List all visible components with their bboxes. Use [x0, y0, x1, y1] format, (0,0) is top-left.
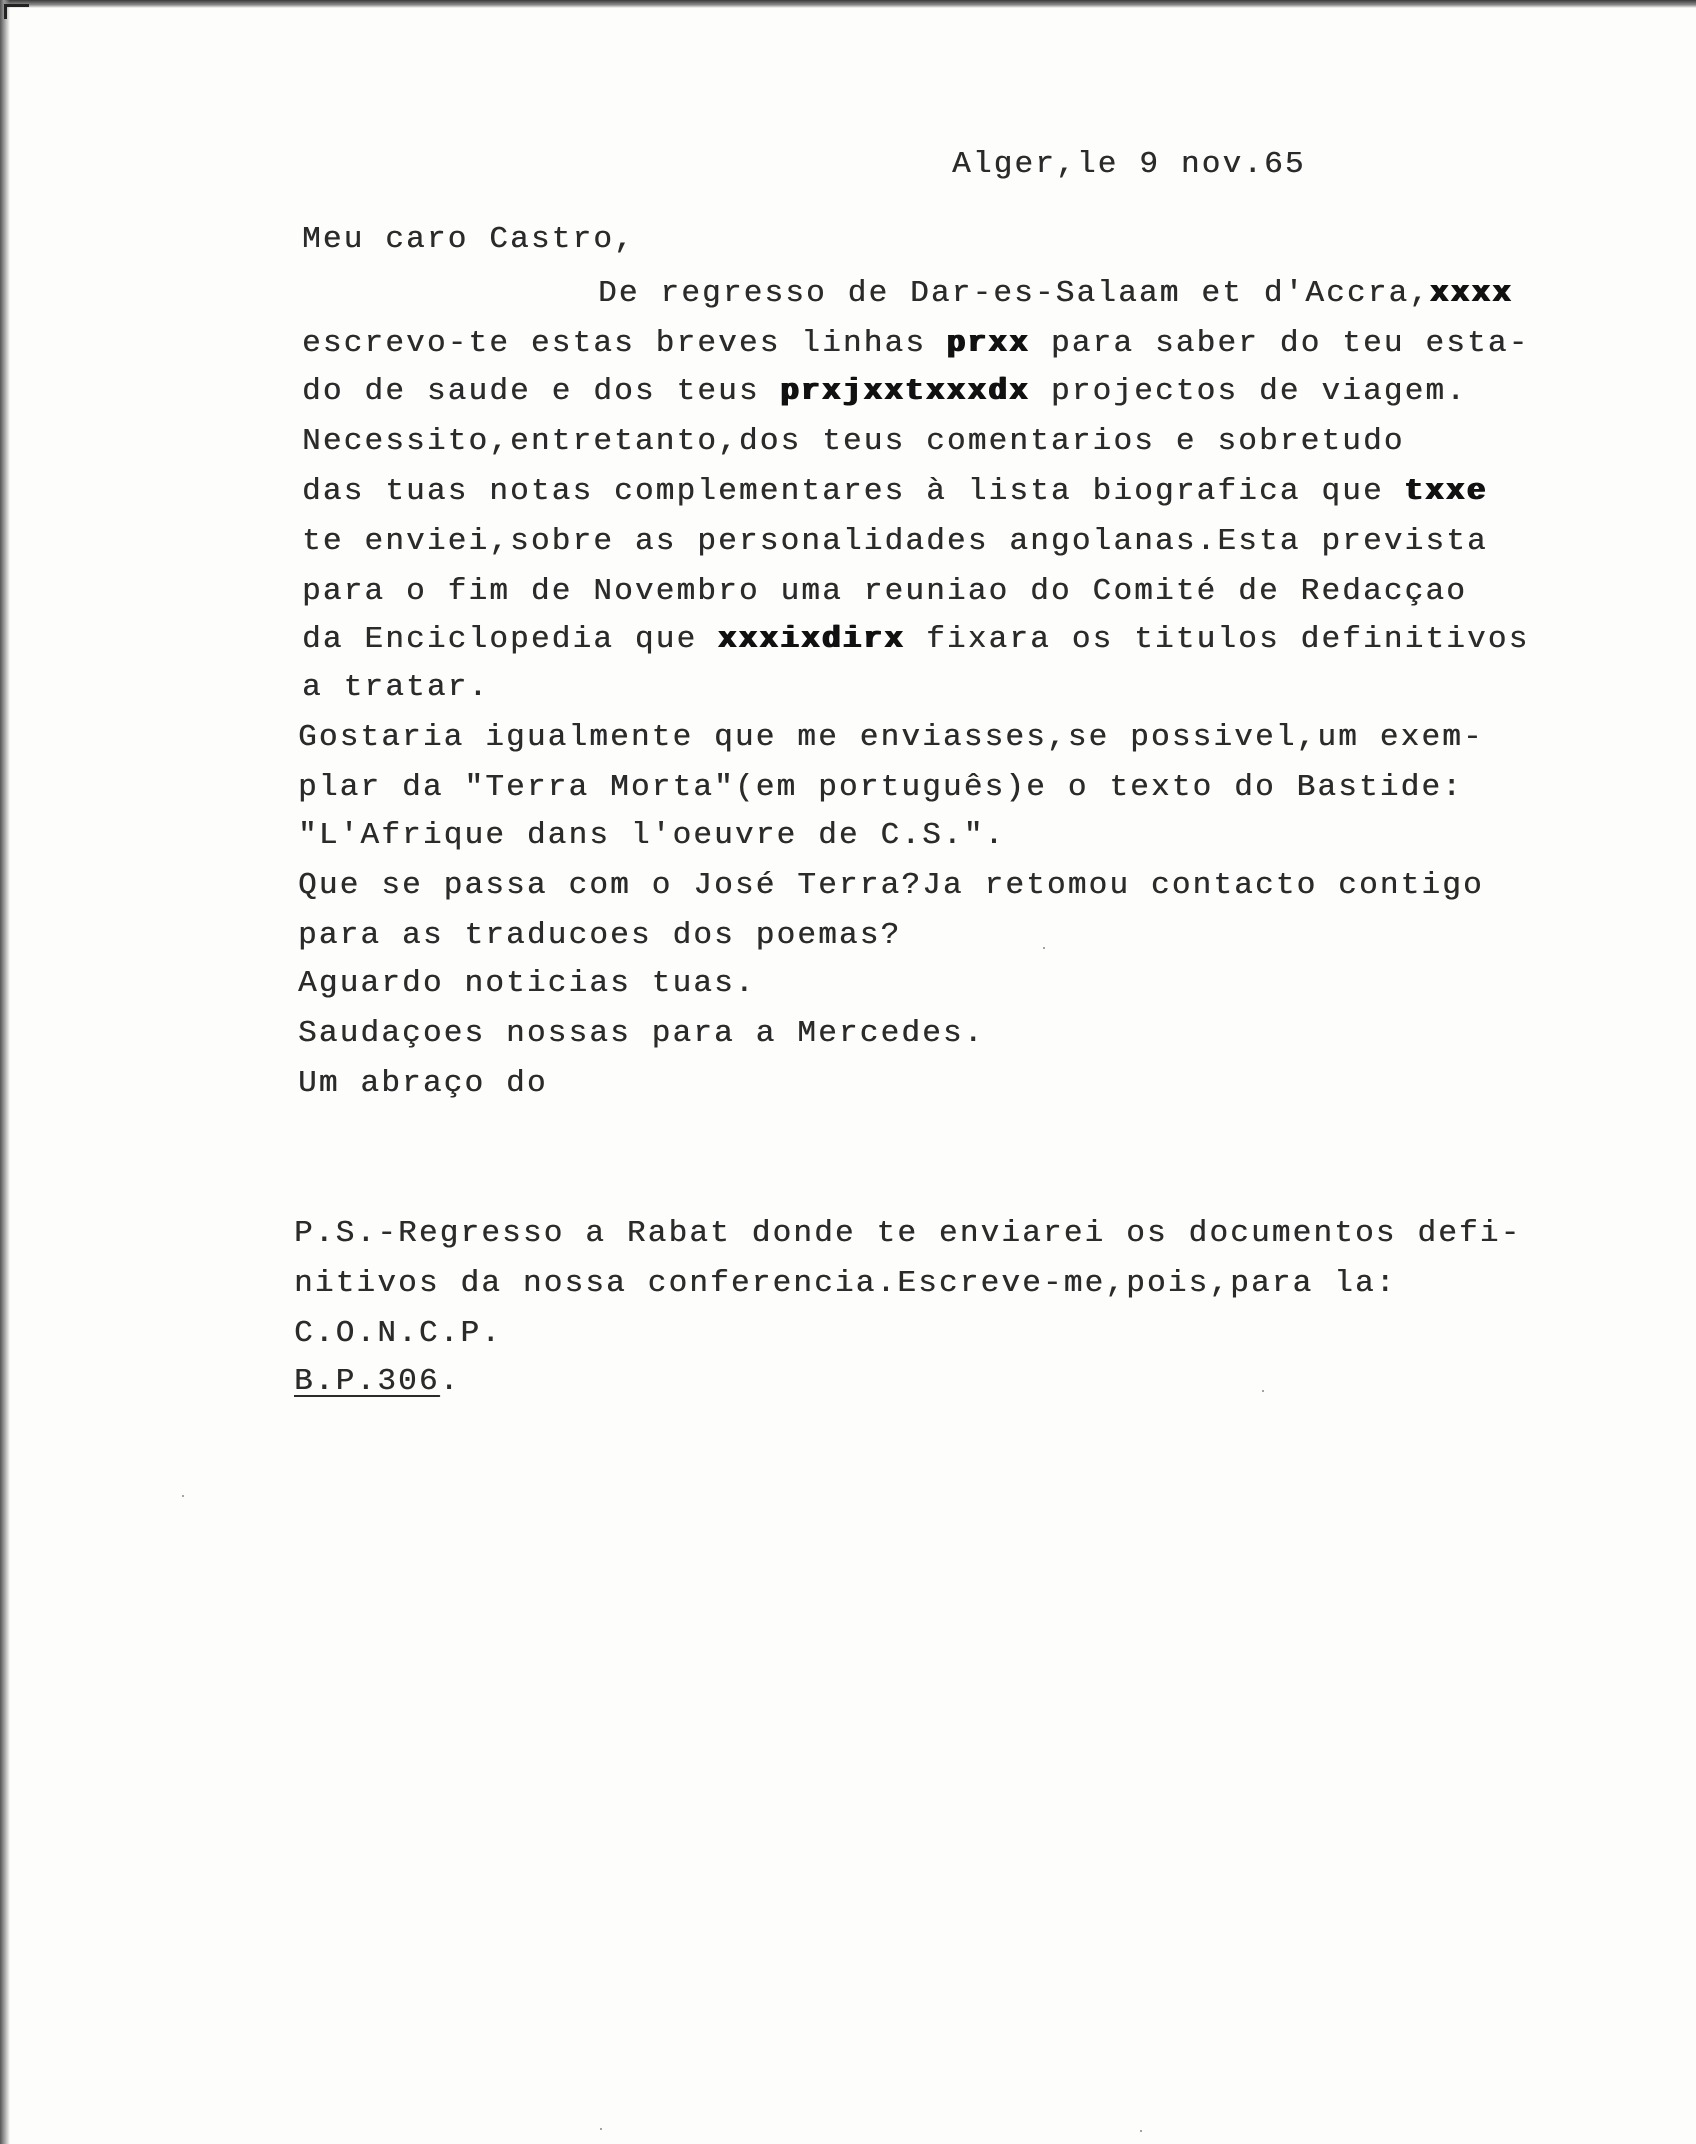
body-line: te enviei,sobre as personalidades angolanas.Esta prevista: [302, 524, 1488, 559]
body-line: para as traducoes dos poemas?: [298, 918, 902, 953]
postal-box-line: B.P.306.: [294, 1364, 461, 1399]
postscript-line: nitivos da nossa conferencia.Escreve-me,pois,para la:: [294, 1266, 1397, 1301]
body-line: para o fim de Novembro uma reuniao do Comité de Redacçao: [302, 574, 1467, 609]
body-line: da Enciclopedia que xxxixdirx fixara os titulos definitivos: [302, 622, 1530, 657]
body-line: Aguardo noticias tuas.: [298, 966, 756, 1001]
postscript-line: C.O.N.C.P.: [294, 1316, 503, 1351]
closing-line: Um abraço do: [298, 1066, 548, 1101]
scan-speck: [600, 2128, 602, 2130]
body-line: do de saude e dos teus prxjxxtxxxdx projectos de viagem.: [302, 374, 1467, 409]
body-line: Necessito,entretanto,dos teus comentarios e sobretudo: [302, 424, 1405, 459]
scan-speck: [1262, 1390, 1264, 1392]
scan-speck: [182, 1495, 184, 1497]
body-line: das tuas notas complementares à lista biografica que txxe: [302, 474, 1488, 509]
struck-text: prxjxxtxxxdx: [780, 374, 1031, 409]
body-line: plar da "Terra Morta"(em português)e o texto do Bastide:: [298, 770, 1463, 805]
body-line: Que se passa com o José Terra?Ja retomou contacto contigo: [298, 868, 1484, 903]
dateline: Alger,le 9 nov.65: [952, 147, 1306, 182]
struck-text: xxxixdirx: [718, 622, 906, 657]
scan-speck: [1043, 947, 1045, 949]
body-line: Saudaçoes nossas para a Mercedes.: [298, 1016, 985, 1051]
body-line: a tratar.: [302, 670, 490, 705]
body-line: escrevo-te estas breves linhas prxx para saber do teu esta-: [302, 326, 1530, 361]
salutation: Meu caro Castro,: [302, 222, 635, 257]
postal-box: B.P.306: [294, 1364, 440, 1399]
postscript-line: P.S.-Regresso a Rabat donde te enviarei os documentos defi-: [294, 1216, 1522, 1251]
struck-text: xxxx: [1430, 276, 1514, 311]
struck-text: prxx: [946, 326, 1031, 361]
body-line: Gostaria igualmente que me enviasses,se possivel,um exem-: [298, 720, 1484, 755]
body-line: De regresso de Dar-es-Salaam et d'Accra,xxxx: [598, 276, 1514, 311]
struck-text: txxe: [1404, 474, 1488, 509]
scan-speck: [1140, 2130, 1142, 2132]
body-line: "L'Afrique dans l'oeuvre de C.S.".: [298, 818, 1006, 853]
